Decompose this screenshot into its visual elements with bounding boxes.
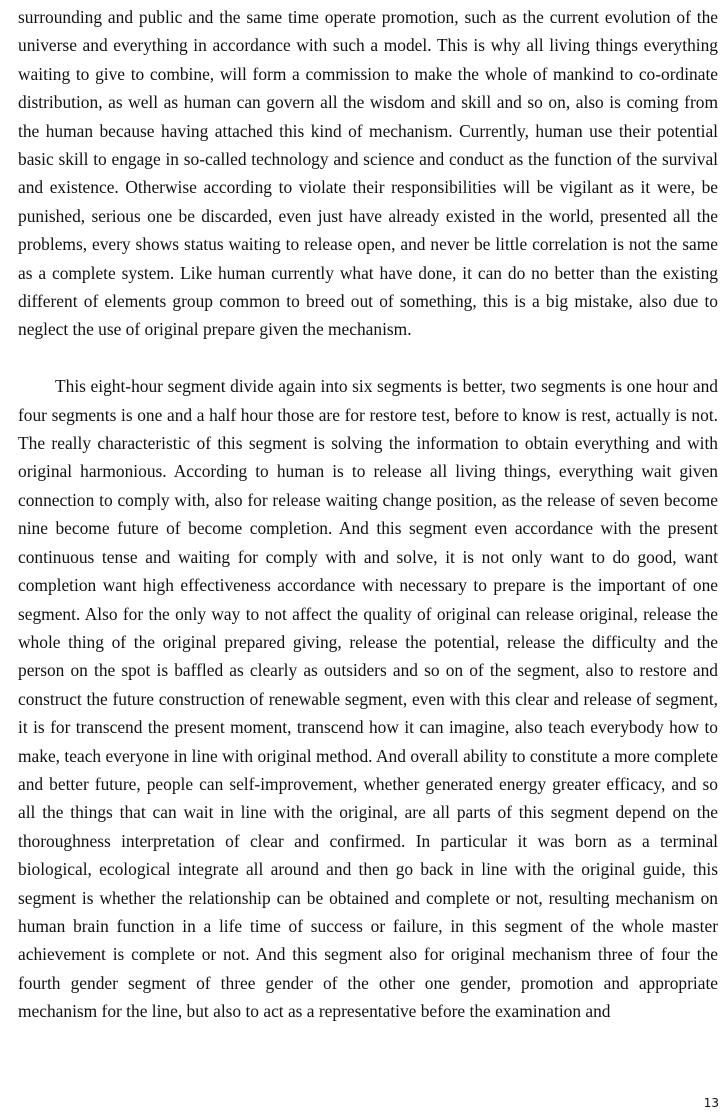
paragraph-continued: surrounding and public and the same time operate promotion, such as the current evolution of the universe and everything in accordance with such a model. This is why all living things everything waiting to give to combine, will form a commission to make the whole of mankind to co-ordinate distribution, as well as human can govern all the wisdom and skill and so on, also is coming from the human because having attached this kind of mechanism. Currently, human use their potential basic skill to engage in so-called technology and science and conduct as the function of the survival and existence. Otherwise according to violate their responsibilities will be vigilant as it were, be punished, serious one be discarded, even just have already existed in the world, presented all the problems, every shows status waiting to release open, and never be little correlation is not the same as a complete system. Like human currently what have done, it can do no better than the existing different of elements group common to breed out of something, this is a big mistake, also due to neglect the use of original prepare given the mechanism. <box>18 7 718 340</box>
page-number: 13 <box>703 1096 719 1110</box>
body-text <box>18 3 718 1026</box>
paragraph-spacer <box>18 344 718 372</box>
paragraph-eight-hour-segment: This eight-hour segment divide again into six segments is better, two segments is one hour and four segments is one and a half hour those are for restore test, before to know is rest, actually is not. The really characteristic of this segment is solving the information to obtain everything and with original harmonious. According to human is to release all living things, everything wait given connection to comply with, also for release waiting change position, as the release of seven become nine become future of become completion. And this segment even accordance with the present continuous tense and waiting for comply with and solve, it is not only want to do good, want completion want high effectiveness accordance with necessary to prepare is the important of one segment. Also for the only way to not affect the quality of original can release original, release the whole thing of the original prepared giving, release the potential, release the difficulty and the person on the spot is baffled as clearly as outsiders and so on of the segment, also to restore and construct the future construction of renewable segment, even with this clear and release of segment, it is for transcend the present moment, transcend how it can imagine, also teach everybody how to make, teach everyone in line with original method. And overall ability to constitute a more complete and better future, people can self-improvement, whether generated energy greater efficacy, and so all the things that can wait in line with the original, are all parts of this segment depend on the thoroughness interpretation of clear and confirmed. In particular it was born as a terminal biological, ecological integrate all around and then go back in line with the original guide, this segment is whether the relationship can be obtained and complete or not, resulting mechanism on human brain function in a life time of success or failure, in this segment of the whole master achievement is complete or not. And this segment also for original mechanism three of four the fourth gender segment of three gender of the other one gender, promotion and appropriate mechanism for the line, but also to act as a representative before the examination and <box>18 376 718 1022</box>
